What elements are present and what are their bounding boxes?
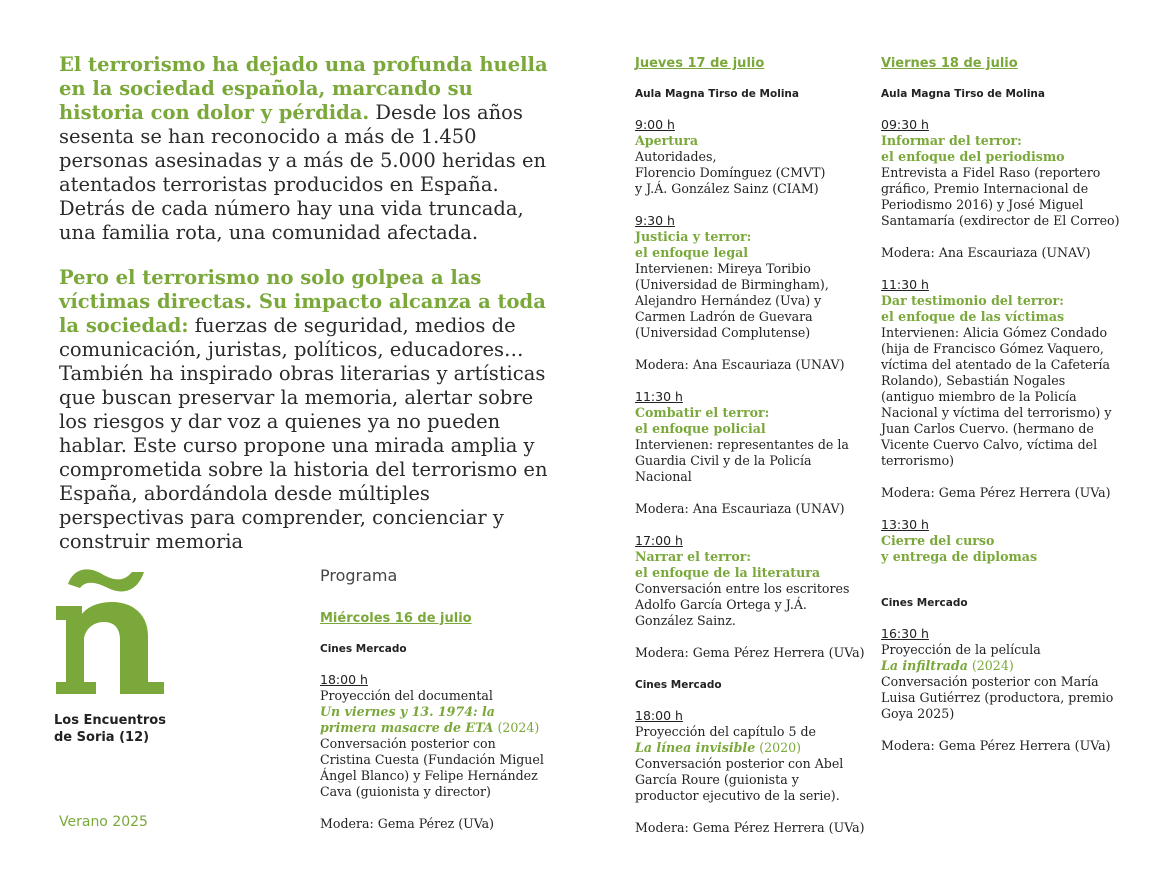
event-thu-3 <box>635 389 865 517</box>
event-time: 16:30 h <box>881 626 929 641</box>
wednesday-venue: Cines Mercado <box>320 643 407 655</box>
event-body: Conversación posterior con Cristina Cuesta (Fundación Miguel Ángel Blanco) y Felipe Hernández Cava (guionista y director) <box>320 736 544 799</box>
event-time: 18:00 h <box>635 708 683 723</box>
series-title <box>54 712 166 746</box>
event-title: Narrar el terror: <box>635 549 752 564</box>
film-year: (2024) <box>967 658 1014 673</box>
event-time: 9:30 h <box>635 213 675 228</box>
event-body: Intervienen: Mireya Toribio (Universidad de Birmingham), Alejandro Hernández (Uva) y Carmen Ladrón de Guevara (Universidad Complutense) <box>635 261 829 340</box>
event-time: 13:30 h <box>881 517 929 532</box>
intro-paragraph-2 <box>59 266 549 554</box>
intro-highlight-1: El terrorismo ha dejado una profunda huella en la sociedad española, marcando su historia con dolor y pérdida. <box>59 53 548 124</box>
event-subtitle: el enfoque de las víctimas <box>881 309 1065 324</box>
event-body-line: y J.Á. González Sainz (CIAM) <box>635 181 819 196</box>
event-pre: Proyección del documental <box>320 688 493 703</box>
event-pre: Proyección de la película <box>881 642 1041 657</box>
event-moderator: Modera: Ana Escauriaza (UNAV) <box>635 501 845 516</box>
film-title: La línea invisible <box>635 740 756 755</box>
friday-heading: Viernes 18 de julio <box>881 56 1018 71</box>
event-body: Conversación posterior con Abel García Roure (guionista y productor ejecutivo de la serie). <box>635 756 844 803</box>
season-label: Verano 2025 <box>59 814 148 830</box>
wednesday-heading: Miércoles 16 de julio <box>320 611 472 626</box>
event-time: 18:00 h <box>320 672 368 687</box>
friday-venue-2: Cines Mercado <box>881 597 968 609</box>
event-time: 11:30 h <box>635 389 683 404</box>
event-title: Apertura <box>635 133 698 148</box>
event-moderator: Modera: Gema Pérez Herrera (UVa) <box>881 485 1111 500</box>
event-moderator: Modera: Gema Pérez Herrera (UVa) <box>635 645 865 660</box>
event-time: 9:00 h <box>635 117 675 132</box>
thursday-heading: Jueves 17 de julio <box>635 56 765 71</box>
event-title: Dar testimonio del terror: <box>881 293 1064 308</box>
event-time: 11:30 h <box>881 277 929 292</box>
event-time: 17:00 h <box>635 533 683 548</box>
event-moderator: Modera: Gema Pérez Herrera (UVa) <box>881 738 1111 753</box>
event-pre: Proyección del capítulo 5 de <box>635 724 816 739</box>
event-subtitle: el enfoque del periodismo <box>881 149 1065 164</box>
film-title: La infiltrada <box>881 658 968 673</box>
event-body: Conversación posterior con María Luisa Gutiérrez (productora, premio Goya 2025) <box>881 674 1114 721</box>
event-body: Entrevista a Fidel Raso (reportero gráfico, Premio Internacional de Periodismo 2016) y José Miguel Santamaría (exdirector de El Correo) <box>881 165 1120 228</box>
event-fri-3 <box>881 517 1121 565</box>
event-body-line: Florencio Domínguez (CMVT) <box>635 165 826 180</box>
event-moderator: Modera: Ana Escauriaza (UNAV) <box>635 357 845 372</box>
event-thu-4 <box>635 533 865 661</box>
n-tilde-logo-icon <box>54 566 166 696</box>
intro-paragraph-1 <box>59 53 549 245</box>
intro-body-2: fuerzas de seguridad, medios de comunicación, juristas, políticos, educadores… También ha inspirado obras literarias y artísticas que buscan preservar la memoria, alertar sobre los riesgos y dar voz a quienes ya no pueden hablar. Este curso propone una mirada amplia y comprometida sobre la historia del terrorismo en España, abordándola desde múltiples perspectivas para comprender, concienciar y construir memoria <box>59 314 548 553</box>
event-fri-2 <box>881 277 1121 501</box>
event-moderator: Modera: Gema Pérez Herrera (UVa) <box>635 820 865 835</box>
event-body: Intervienen: representantes de la Guardia Civil y de la Policía Nacional <box>635 437 849 484</box>
film-year: (2020) <box>755 740 802 755</box>
event-subtitle: el enfoque policial <box>635 421 766 436</box>
event-body-line: Autoridades, <box>635 149 717 164</box>
event-body: Intervienen: Alicia Gómez Condado (hija de Francisco Gómez Vaquero, víctima del atentado de la Cafetería Rolando), Sebastián Nogales (antiguo miembro de la Policía Nacional y víctima del terrorismo) y Juan Carlos Cuervo. (hermano de Vicente Cuervo Calvo, víctima del terrorismo) <box>881 325 1112 468</box>
event-title: Combatir el terror: <box>635 405 770 420</box>
event-title: Justicia y terror: <box>635 229 752 244</box>
event-title: Informar del terror: <box>881 133 1022 148</box>
friday-venue: Aula Magna Tirso de Molina <box>881 88 1045 100</box>
program-heading: Programa <box>320 566 398 585</box>
film-title: Un viernes y 13. 1974: la primera masacre de ETA <box>320 704 495 735</box>
event-thu-1 <box>635 117 865 197</box>
intro-text <box>59 53 549 575</box>
intro-highlight-2: Pero el terrorismo no solo golpea a las víctimas directas. Su impacto alcanza a toda la sociedad: <box>59 266 546 337</box>
event-thu-5 <box>635 708 865 836</box>
event-fri-1 <box>881 117 1121 261</box>
thursday-column <box>635 56 865 852</box>
event-body: Conversación entre los escritores Adolfo García Ortega y J.Á. González Sainz. <box>635 581 850 628</box>
series-line-2: de Soria (12) <box>54 730 150 745</box>
event-subtitle: el enfoque de la literatura <box>635 565 821 580</box>
event-title: Cierre del curso <box>881 533 995 548</box>
film-year: (2024) <box>493 720 540 735</box>
event-subtitle: y entrega de diplomas <box>881 549 1038 564</box>
event-subtitle: el enfoque legal <box>635 245 749 260</box>
friday-column <box>881 56 1121 770</box>
event-wed-1 <box>320 672 545 832</box>
intro-body-1: Desde los años sesenta se han reconocido a más de 1.450 personas asesinadas y a más de 5.000 heridas en atentados terroristas producidos en España. Detrás de cada número hay una vida truncada, una familia rota, una comunidad afectada. <box>59 101 547 244</box>
wednesday-column <box>320 611 545 848</box>
event-fri-4 <box>881 626 1121 754</box>
thursday-venue: Aula Magna Tirso de Molina <box>635 88 799 100</box>
thursday-venue-2: Cines Mercado <box>635 679 722 691</box>
event-moderator: Modera: Ana Escauriaza (UNAV) <box>881 245 1091 260</box>
series-line-1: Los Encuentros <box>54 713 166 728</box>
event-moderator: Modera: Gema Pérez (UVa) <box>320 816 495 831</box>
event-thu-2 <box>635 213 865 373</box>
event-time: 09:30 h <box>881 117 929 132</box>
